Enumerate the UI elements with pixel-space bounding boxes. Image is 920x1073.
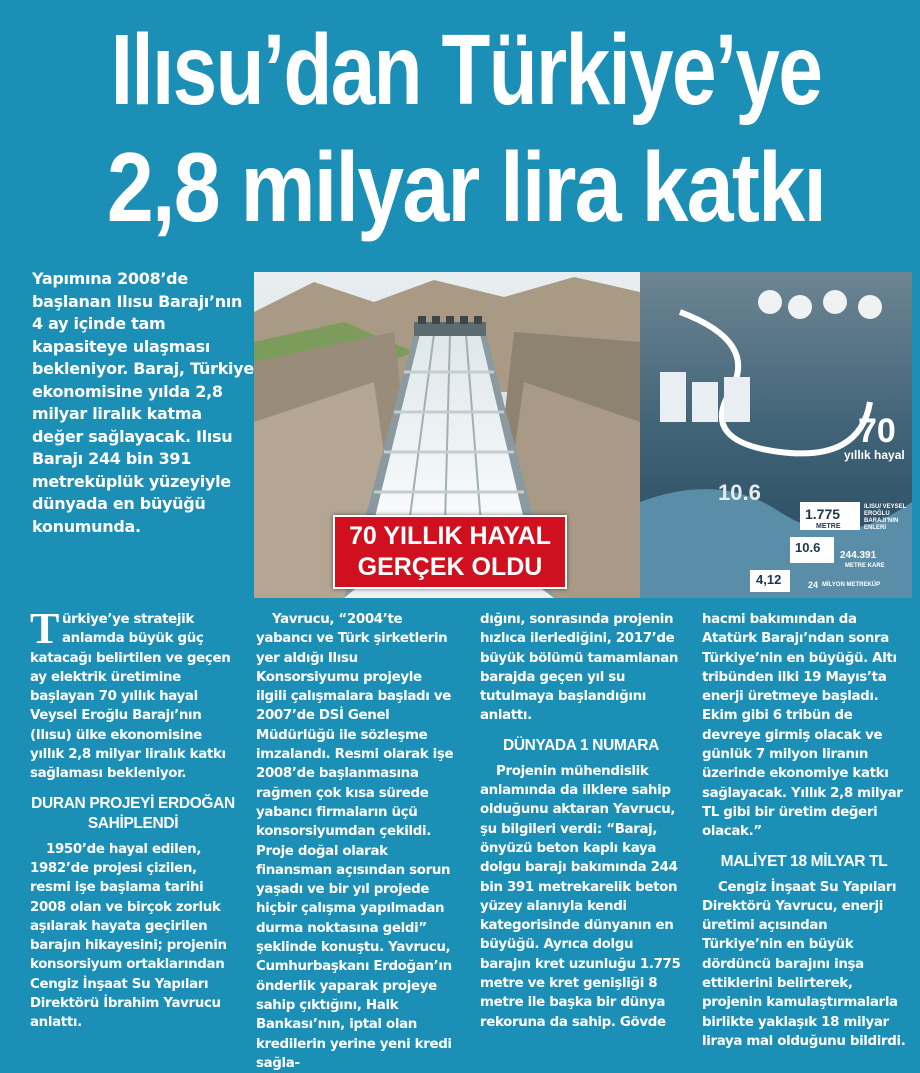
infographic-volume-a: 10.6 <box>795 540 821 555</box>
article-paragraph: dığını, sonrasında projenin hızlıca ilerlediğini, 2017’de büyük bölümü tamamlanan barajda geçen yıl su tutulmaya başlandığını anlattı. <box>480 612 679 724</box>
article-column-4 <box>702 610 906 1051</box>
infographic-area: 244.391 <box>840 550 877 561</box>
article-paragraph: Cengiz İnşaat Su Yapıları Direktörü Yavrucu, enerji üretimi açısından Türkiye’nin en büyük dördüncü barajını inşa ettiklerini belirterek, projenin kamulaştırmalarla birlikte yaklaşık 18 milyar liraya mal olduğunu bildirdi. <box>702 879 906 1049</box>
article-column-2 <box>256 610 456 1073</box>
subheading-erdogan: DURAN PROJEYİ ERDOĞAN SAHİPLENDİ <box>31 794 235 832</box>
infographic-volume-b: 4,12 <box>756 572 782 587</box>
infographic-volume-c: 24 <box>808 580 819 590</box>
article-column-3 <box>480 610 682 1032</box>
subheading-dunyada: DÜNYADA 1 NUMARA <box>502 736 659 754</box>
infographic-title-sub: yıllık hayal <box>844 448 905 462</box>
drop-cap: T <box>30 604 59 653</box>
article-paragraph <box>30 604 236 784</box>
infographic-length: 1.775 <box>805 506 841 522</box>
article-column-1 <box>30 604 236 1033</box>
infographic-length-unit: METRE <box>816 523 841 530</box>
infographic-area-unit: METRE KARE <box>845 563 885 569</box>
article-paragraph: Yavrucu, “2004’te yabancı ve Türk şirketlerin yer aldığı Ilısu Konsorsiyumu projeyle ilgili çalışmalara başladı ve 2007’de DSİ Genel Müdürlüğü ile sözleşme imzalandı. Resmi olarak işe 2008’de başlanmasına rağmen çok kısa sürede yabancı firmaların üçü konsorsiyumdan çekildi. Proje doğal olarak finansman açısından sorun yaşadı ve bir yıl projede hiçbir çalışma yapılmadan durma noktasına geldi” şeklinde konuştu. Yavrucu, Cumhurbaşkanı Erdoğan’ın önderlik yaparak projeye sahip çıktığını, Halk Bankası’nın, iptal olan kredilerin yerine yeni kredi sağla- <box>256 612 454 1071</box>
article-paragraph: Projenin mühendislik anlamında da ilklere sahip olduğunu aktaran Yavrucu, şu bilgileri verdi: “Baraj, önyüzü beton kaplı kaya dolgu barajı bakımında 244 bin 391 metrekarelik beton yüzey alanıyla kendi kategorisinde dünyanın en büyüğü. Ayrıca dolgu barajın kret uzunluğu 1.775 metre ve kret genişliği 8 metre ile başka bir dünya rekoruna da sahip. Gövde <box>480 763 681 1030</box>
infographic-label: ILISU/ VEYSEL EROĞLU BARAJI’NIN ENLERİ <box>864 504 907 531</box>
headline-line-1: Ilısu’dan Türkiye’ye <box>110 14 822 126</box>
infographic-volume-c-unit: MİLYON METREKÜP <box>822 582 881 588</box>
infographic-big-number: 10.6 <box>718 480 761 505</box>
article-paragraph: hacmi bakımından da Atatürk Barajı’ndan sonra Türkiye’nin en büyüğü. Altı tribünden ilki 19 Mayıs’ta enerji üretmeye başladı. Ekim gibi 6 tribün de devreye girmiş olacak ve günlük 7 milyon liranın üzerinde ekonomiye katkı sağlayacak. Yıllık 2,8 milyar TL gibi bir üretim değeri olacak.” <box>702 612 903 840</box>
intro-paragraph: Yapımına 2008’de başlanan Ilısu Barajı’nın 4 ay içinde tam kapasiteye ulaşması bekleniyor. Baraj, Türkiye ekonomisine yılda 2,8 milyar liralık katma değer sağlayacak. Ilısu Barajı 244 bin 391 metreküplük yüzeyiyle dünyada en büyüğü konumunda. <box>32 269 254 536</box>
headline-line-2: 2,8 milyar lira katkı <box>106 132 826 242</box>
photo-badge-line-1: 70 YILLIK HAYAL <box>349 522 551 550</box>
article-paragraph: 1950’de hayal edilen, 1982’de projesi çizilen, resmi işe başlama tarihi 2008 olan ve birçok zorluk aşılarak hayata geçirilen barajın hikayesini; projenin konsorsiyum ortaklarından Cengiz İnşaat Su Yapıları Direktörü İbrahim Yavrucu anlattı. <box>30 841 227 1031</box>
article-text: ürkiye’ye stratejik anlamda büyük güç katacağı belirtilen ve geçen ay elektrik üretimine başlayan 70 yıllık hayal Veysel Eroğlu Barajı’nın (Ilısu) ülke ekonomisine yıllık 2,8 milyar liralık katkı sağlaması bekleniyor. <box>30 612 231 782</box>
infographic <box>640 272 912 598</box>
photo-badge <box>333 515 567 589</box>
photo-badge-line-2: GERÇEK OLDU <box>357 553 543 581</box>
infographic-title: 70 <box>858 412 896 450</box>
subheading-maliyet: MALİYET 18 MİLYAR TL <box>720 852 888 870</box>
